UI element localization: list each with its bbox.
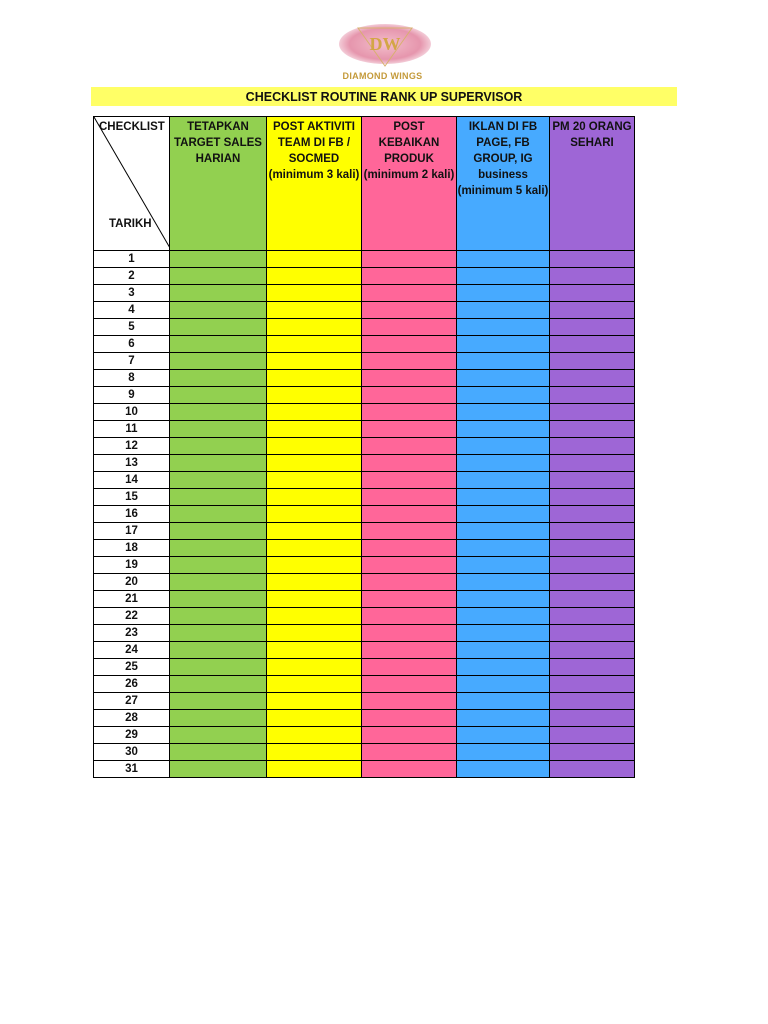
check-cell-target-sales[interactable] — [170, 353, 267, 370]
check-cell-post-kebaikan[interactable] — [362, 285, 457, 302]
date-cell: 9 — [94, 387, 170, 404]
table-row — [94, 710, 635, 727]
check-cell-target-sales[interactable] — [170, 625, 267, 642]
check-cell-target-sales[interactable] — [170, 387, 267, 404]
check-cell-post-aktiviti[interactable] — [267, 744, 362, 761]
check-cell-iklan-fb[interactable] — [457, 353, 550, 370]
check-cell-target-sales[interactable] — [170, 370, 267, 387]
check-cell-iklan-fb[interactable] — [457, 761, 550, 778]
check-cell-post-aktiviti[interactable] — [267, 268, 362, 285]
date-cell: 22 — [94, 608, 170, 625]
check-cell-pm-20[interactable] — [550, 506, 635, 523]
table-row — [94, 744, 635, 761]
check-cell-pm-20[interactable] — [550, 625, 635, 642]
check-cell-target-sales[interactable] — [170, 540, 267, 557]
table-row — [94, 761, 635, 778]
table-row — [94, 455, 635, 472]
corner-checklist-label: CHECKLIST — [99, 121, 165, 133]
corner-header — [94, 117, 170, 251]
check-cell-post-aktiviti[interactable] — [267, 574, 362, 591]
check-cell-post-aktiviti[interactable] — [267, 489, 362, 506]
check-cell-iklan-fb[interactable] — [457, 319, 550, 336]
check-cell-post-aktiviti[interactable] — [267, 659, 362, 676]
check-cell-post-aktiviti[interactable] — [267, 336, 362, 353]
check-cell-target-sales[interactable] — [170, 574, 267, 591]
check-cell-pm-20[interactable] — [550, 523, 635, 540]
table-row — [94, 387, 635, 404]
corner-tarikh-label: TARIKH — [109, 218, 152, 230]
check-cell-post-kebaikan[interactable] — [362, 251, 457, 268]
check-cell-post-kebaikan[interactable] — [362, 625, 457, 642]
check-cell-pm-20[interactable] — [550, 285, 635, 302]
check-cell-pm-20[interactable] — [550, 353, 635, 370]
check-cell-iklan-fb[interactable] — [457, 574, 550, 591]
check-cell-post-aktiviti[interactable] — [267, 421, 362, 438]
check-cell-target-sales[interactable] — [170, 455, 267, 472]
check-cell-target-sales[interactable] — [170, 710, 267, 727]
date-cell: 7 — [94, 353, 170, 370]
date-cell: 1 — [94, 251, 170, 268]
check-cell-post-kebaikan[interactable] — [362, 319, 457, 336]
check-cell-post-kebaikan[interactable] — [362, 404, 457, 421]
check-cell-iklan-fb[interactable] — [457, 370, 550, 387]
table-row — [94, 557, 635, 574]
check-cell-pm-20[interactable] — [550, 659, 635, 676]
check-cell-post-kebaikan[interactable] — [362, 370, 457, 387]
check-cell-iklan-fb[interactable] — [457, 387, 550, 404]
check-cell-pm-20[interactable] — [550, 489, 635, 506]
check-cell-post-aktiviti[interactable] — [267, 608, 362, 625]
column-header-post-kebaikan: POST KEBAIKAN PRODUK (minimum 2 kali) — [362, 117, 457, 251]
column-header-iklan-fb: IKLAN DI FB PAGE, FB GROUP, IG business (minimum 5 kali) — [457, 117, 550, 251]
check-cell-target-sales[interactable] — [170, 761, 267, 778]
svg-text:DW: DW — [369, 34, 401, 54]
check-cell-post-aktiviti[interactable] — [267, 404, 362, 421]
check-cell-post-aktiviti[interactable] — [267, 727, 362, 744]
date-cell: 4 — [94, 302, 170, 319]
check-cell-post-aktiviti[interactable] — [267, 370, 362, 387]
date-cell: 20 — [94, 574, 170, 591]
check-cell-post-kebaikan[interactable] — [362, 506, 457, 523]
check-cell-pm-20[interactable] — [550, 744, 635, 761]
check-cell-post-aktiviti[interactable] — [267, 676, 362, 693]
check-cell-iklan-fb[interactable] — [457, 251, 550, 268]
check-cell-pm-20[interactable] — [550, 319, 635, 336]
date-cell: 17 — [94, 523, 170, 540]
check-cell-post-kebaikan[interactable] — [362, 268, 457, 285]
date-cell: 24 — [94, 642, 170, 659]
check-cell-post-kebaikan[interactable] — [362, 727, 457, 744]
check-cell-pm-20[interactable] — [550, 540, 635, 557]
check-cell-pm-20[interactable] — [550, 387, 635, 404]
table-row — [94, 251, 635, 268]
check-cell-post-kebaikan[interactable] — [362, 353, 457, 370]
table-row — [94, 421, 635, 438]
date-cell: 27 — [94, 693, 170, 710]
table-row — [94, 625, 635, 642]
check-cell-iklan-fb[interactable] — [457, 557, 550, 574]
check-cell-target-sales[interactable] — [170, 285, 267, 302]
check-cell-target-sales[interactable] — [170, 506, 267, 523]
check-cell-iklan-fb[interactable] — [457, 727, 550, 744]
check-cell-post-aktiviti[interactable] — [267, 472, 362, 489]
column-header-target-sales: TETAPKAN TARGET SALES HARIAN — [170, 117, 267, 251]
check-cell-iklan-fb[interactable] — [457, 523, 550, 540]
table-row — [94, 608, 635, 625]
date-cell: 6 — [94, 336, 170, 353]
date-cell: 31 — [94, 761, 170, 778]
check-cell-pm-20[interactable] — [550, 676, 635, 693]
check-cell-pm-20[interactable] — [550, 710, 635, 727]
check-cell-post-aktiviti[interactable] — [267, 761, 362, 778]
table-row — [94, 591, 635, 608]
date-cell: 18 — [94, 540, 170, 557]
check-cell-post-kebaikan[interactable] — [362, 710, 457, 727]
check-cell-target-sales[interactable] — [170, 336, 267, 353]
check-cell-iklan-fb[interactable] — [457, 659, 550, 676]
date-cell: 26 — [94, 676, 170, 693]
check-cell-iklan-fb[interactable] — [457, 710, 550, 727]
check-cell-post-kebaikan[interactable] — [362, 336, 457, 353]
check-cell-target-sales[interactable] — [170, 727, 267, 744]
date-cell: 16 — [94, 506, 170, 523]
table-row — [94, 268, 635, 285]
check-cell-iklan-fb[interactable] — [457, 438, 550, 455]
table-row — [94, 472, 635, 489]
check-cell-pm-20[interactable] — [550, 404, 635, 421]
check-cell-post-kebaikan[interactable] — [362, 421, 457, 438]
table-row — [94, 659, 635, 676]
check-cell-pm-20[interactable] — [550, 761, 635, 778]
date-cell: 8 — [94, 370, 170, 387]
check-cell-post-kebaikan[interactable] — [362, 591, 457, 608]
check-cell-post-kebaikan[interactable] — [362, 489, 457, 506]
check-cell-target-sales[interactable] — [170, 693, 267, 710]
table-row — [94, 676, 635, 693]
date-cell: 2 — [94, 268, 170, 285]
date-cell: 14 — [94, 472, 170, 489]
check-cell-post-aktiviti[interactable] — [267, 455, 362, 472]
date-cell: 11 — [94, 421, 170, 438]
check-cell-iklan-fb[interactable] — [457, 591, 550, 608]
table-row — [94, 693, 635, 710]
check-cell-target-sales[interactable] — [170, 404, 267, 421]
table-row — [94, 523, 635, 540]
check-cell-post-aktiviti[interactable] — [267, 625, 362, 642]
date-cell: 15 — [94, 489, 170, 506]
check-cell-pm-20[interactable] — [550, 251, 635, 268]
check-cell-target-sales[interactable] — [170, 659, 267, 676]
check-cell-iklan-fb[interactable] — [457, 693, 550, 710]
check-cell-post-aktiviti[interactable] — [267, 693, 362, 710]
checklist-table — [93, 116, 635, 778]
date-cell: 28 — [94, 710, 170, 727]
check-cell-post-kebaikan[interactable] — [362, 642, 457, 659]
check-cell-iklan-fb[interactable] — [457, 404, 550, 421]
check-cell-iklan-fb[interactable] — [457, 642, 550, 659]
check-cell-target-sales[interactable] — [170, 268, 267, 285]
check-cell-pm-20[interactable] — [550, 370, 635, 387]
date-cell: 25 — [94, 659, 170, 676]
check-cell-post-kebaikan[interactable] — [362, 455, 457, 472]
date-cell: 12 — [94, 438, 170, 455]
check-cell-target-sales[interactable] — [170, 319, 267, 336]
check-cell-pm-20[interactable] — [550, 472, 635, 489]
check-cell-post-kebaikan[interactable] — [362, 574, 457, 591]
page-title: CHECKLIST ROUTINE RANK UP SUPERVISOR — [91, 87, 677, 106]
check-cell-target-sales[interactable] — [170, 472, 267, 489]
table-row — [94, 506, 635, 523]
date-cell: 21 — [94, 591, 170, 608]
check-cell-target-sales[interactable] — [170, 676, 267, 693]
check-cell-post-kebaikan[interactable] — [362, 540, 457, 557]
check-cell-target-sales[interactable] — [170, 523, 267, 540]
date-cell: 23 — [94, 625, 170, 642]
check-cell-post-aktiviti[interactable] — [267, 591, 362, 608]
check-cell-pm-20[interactable] — [550, 438, 635, 455]
check-cell-iklan-fb[interactable] — [457, 268, 550, 285]
check-cell-post-aktiviti[interactable] — [267, 557, 362, 574]
check-cell-post-aktiviti[interactable] — [267, 387, 362, 404]
check-cell-target-sales[interactable] — [170, 489, 267, 506]
table-row — [94, 285, 635, 302]
check-cell-pm-20[interactable] — [550, 693, 635, 710]
table-row — [94, 574, 635, 591]
check-cell-post-aktiviti[interactable] — [267, 353, 362, 370]
table-row — [94, 336, 635, 353]
table-row — [94, 353, 635, 370]
date-cell: 3 — [94, 285, 170, 302]
table-row — [94, 642, 635, 659]
date-cell: 13 — [94, 455, 170, 472]
check-cell-post-kebaikan[interactable] — [362, 387, 457, 404]
table-row — [94, 489, 635, 506]
check-cell-post-aktiviti[interactable] — [267, 438, 362, 455]
check-cell-pm-20[interactable] — [550, 421, 635, 438]
check-cell-iklan-fb[interactable] — [457, 608, 550, 625]
date-cell: 30 — [94, 744, 170, 761]
check-cell-target-sales[interactable] — [170, 557, 267, 574]
check-cell-pm-20[interactable] — [550, 608, 635, 625]
check-cell-pm-20[interactable] — [550, 336, 635, 353]
check-cell-target-sales[interactable] — [170, 744, 267, 761]
check-cell-iklan-fb[interactable] — [457, 336, 550, 353]
check-cell-post-aktiviti[interactable] — [267, 540, 362, 557]
check-cell-pm-20[interactable] — [550, 574, 635, 591]
check-cell-pm-20[interactable] — [550, 642, 635, 659]
check-cell-iklan-fb[interactable] — [457, 285, 550, 302]
check-cell-pm-20[interactable] — [550, 591, 635, 608]
check-cell-post-kebaikan[interactable] — [362, 557, 457, 574]
check-cell-iklan-fb[interactable] — [457, 540, 550, 557]
check-cell-target-sales[interactable] — [170, 421, 267, 438]
table-row — [94, 540, 635, 557]
check-cell-post-kebaikan[interactable] — [362, 472, 457, 489]
check-cell-post-kebaikan[interactable] — [362, 438, 457, 455]
table-row — [94, 727, 635, 744]
check-cell-pm-20[interactable] — [550, 268, 635, 285]
check-cell-post-aktiviti[interactable] — [267, 506, 362, 523]
check-cell-post-kebaikan[interactable] — [362, 659, 457, 676]
check-cell-target-sales[interactable] — [170, 251, 267, 268]
column-header-post-aktiviti: POST AKTIVITI TEAM DI FB / SOCMED (minimum 3 kali) — [267, 117, 362, 251]
check-cell-target-sales[interactable] — [170, 642, 267, 659]
check-cell-iklan-fb[interactable] — [457, 676, 550, 693]
check-cell-iklan-fb[interactable] — [457, 489, 550, 506]
check-cell-post-aktiviti[interactable] — [267, 285, 362, 302]
check-cell-post-aktiviti[interactable] — [267, 302, 362, 319]
check-cell-post-kebaikan[interactable] — [362, 744, 457, 761]
date-cell: 29 — [94, 727, 170, 744]
date-cell: 5 — [94, 319, 170, 336]
check-cell-iklan-fb[interactable] — [457, 472, 550, 489]
check-cell-post-kebaikan[interactable] — [362, 523, 457, 540]
check-cell-iklan-fb[interactable] — [457, 455, 550, 472]
check-cell-post-aktiviti[interactable] — [267, 710, 362, 727]
check-cell-iklan-fb[interactable] — [457, 506, 550, 523]
check-cell-post-kebaikan[interactable] — [362, 676, 457, 693]
check-cell-post-aktiviti[interactable] — [267, 523, 362, 540]
date-cell: 19 — [94, 557, 170, 574]
check-cell-target-sales[interactable] — [170, 302, 267, 319]
check-cell-pm-20[interactable] — [550, 455, 635, 472]
checklist-body — [94, 251, 635, 778]
diamond-logo-icon — [330, 14, 440, 74]
check-cell-post-aktiviti[interactable] — [267, 642, 362, 659]
check-cell-iklan-fb[interactable] — [457, 744, 550, 761]
check-cell-post-kebaikan[interactable] — [362, 761, 457, 778]
check-cell-pm-20[interactable] — [550, 727, 635, 744]
check-cell-target-sales[interactable] — [170, 608, 267, 625]
check-cell-pm-20[interactable] — [550, 557, 635, 574]
table-row — [94, 404, 635, 421]
table-row — [94, 302, 635, 319]
column-header-pm-20: PM 20 ORANG SEHARI — [550, 117, 635, 251]
check-cell-post-aktiviti[interactable] — [267, 251, 362, 268]
check-cell-iklan-fb[interactable] — [457, 625, 550, 642]
check-cell-post-kebaikan[interactable] — [362, 693, 457, 710]
header-row — [94, 117, 635, 251]
date-cell: 10 — [94, 404, 170, 421]
check-cell-post-aktiviti[interactable] — [267, 319, 362, 336]
check-cell-target-sales[interactable] — [170, 438, 267, 455]
check-cell-iklan-fb[interactable] — [457, 421, 550, 438]
check-cell-target-sales[interactable] — [170, 591, 267, 608]
table-row — [94, 438, 635, 455]
brand-name: DIAMOND WINGS — [342, 71, 423, 81]
check-cell-iklan-fb[interactable] — [457, 302, 550, 319]
check-cell-post-kebaikan[interactable] — [362, 302, 457, 319]
table-row — [94, 370, 635, 387]
check-cell-pm-20[interactable] — [550, 302, 635, 319]
check-cell-post-kebaikan[interactable] — [362, 608, 457, 625]
table-row — [94, 319, 635, 336]
